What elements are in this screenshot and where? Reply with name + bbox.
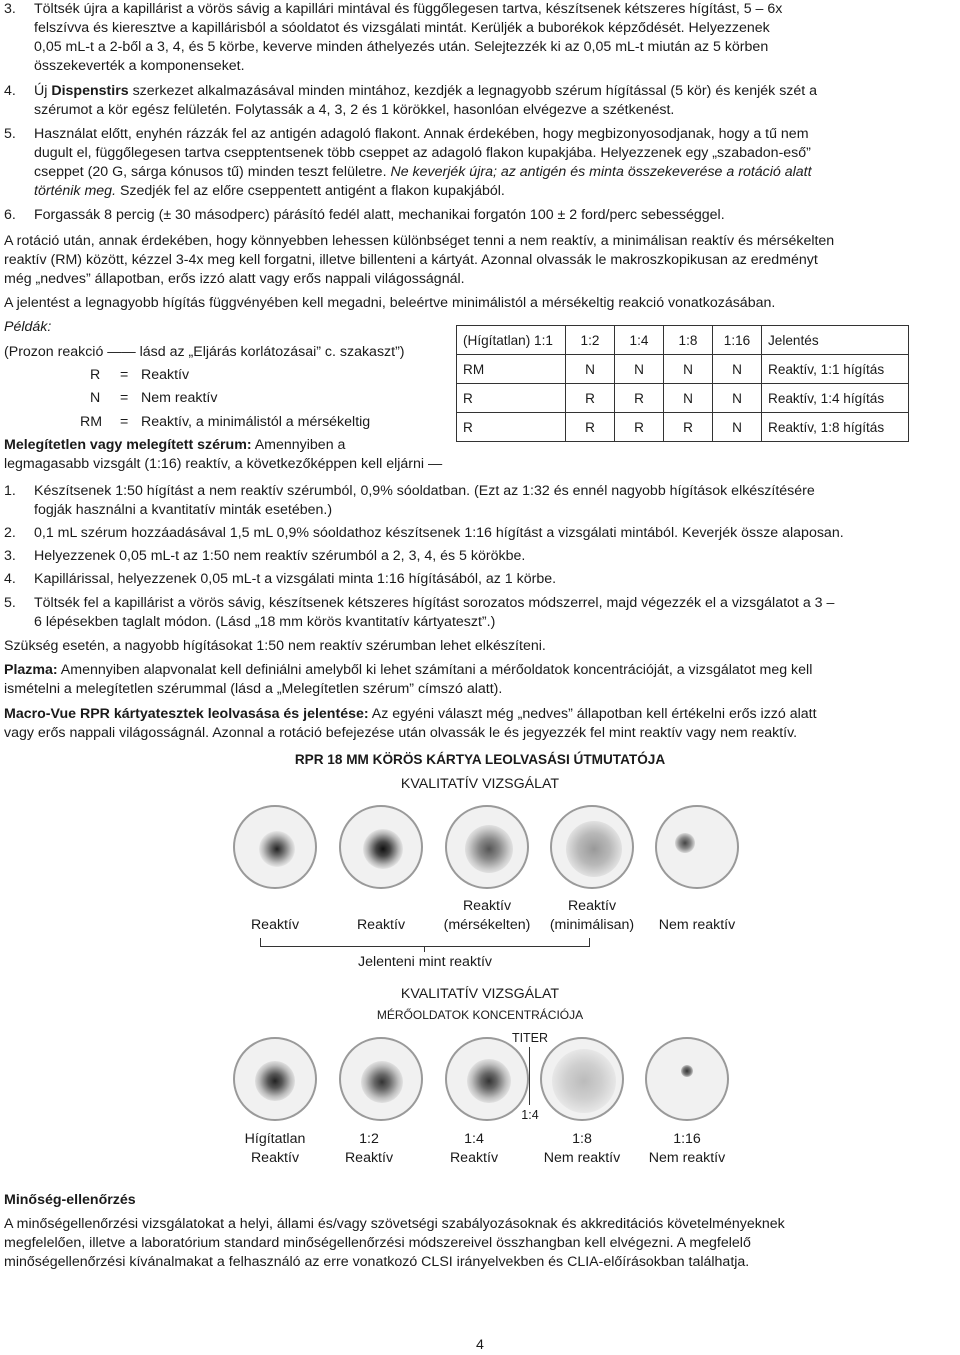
caption-line: Reaktív bbox=[344, 1150, 394, 1166]
table-cell: R bbox=[566, 384, 615, 413]
reaction-spot bbox=[467, 1059, 511, 1103]
text-line bbox=[4, 661, 954, 680]
caption-line: Reaktív bbox=[250, 917, 300, 933]
table-header: 1:16 bbox=[713, 326, 762, 355]
test-circle bbox=[550, 805, 634, 889]
prozon-note: (Prozon reakció —— lásd az „Eljárás korlátozásai” c. szakaszt”) bbox=[4, 344, 405, 360]
reaction-spot bbox=[566, 821, 622, 877]
page-number: 4 bbox=[476, 1337, 484, 1353]
legend-meaning: Reaktív, a minimálistól a mérsékeltig bbox=[141, 414, 371, 430]
caption-line: Reaktív bbox=[356, 917, 406, 933]
legend-code: N bbox=[90, 390, 101, 406]
test-circle bbox=[445, 1037, 529, 1121]
test-circle bbox=[445, 805, 529, 889]
caption-line bbox=[220, 897, 330, 916]
caption-line: (minimálisan) bbox=[549, 917, 635, 933]
step-number: 4. bbox=[4, 83, 16, 99]
legend-eq: = bbox=[120, 414, 129, 430]
table-cell: N bbox=[664, 355, 713, 384]
reaction-spot bbox=[259, 831, 295, 867]
titer-value: 1:4 bbox=[521, 1108, 539, 1122]
table-header-row bbox=[457, 326, 909, 355]
test-circle bbox=[339, 1037, 423, 1121]
reaction-spot bbox=[675, 833, 695, 853]
report-bracket bbox=[260, 938, 590, 947]
dilution-table bbox=[456, 325, 909, 442]
text-span: Amennyiben a bbox=[251, 437, 346, 453]
caption-line bbox=[642, 897, 752, 916]
table-header: Jelentés bbox=[762, 326, 909, 355]
reaction-spot bbox=[465, 825, 513, 873]
dispenstirs-line: Új Dispenstirs szerkezet alkalmazásával minden mintához, kezdjék a legnagyobb szérum hígítással (5 kör) és kenjék szét a bbox=[34, 83, 818, 99]
table-row bbox=[457, 384, 909, 413]
step-number: 5. bbox=[4, 126, 16, 142]
text-line bbox=[34, 82, 954, 101]
legend-meaning: Reaktív bbox=[141, 367, 190, 383]
caption-line: Nem reaktív bbox=[648, 1150, 726, 1166]
step-text bbox=[34, 482, 954, 520]
text-line: vagy erős nappali világosságnál. Azonnal a rotáció befejezése után olvassák le és jegyezzék fel mint reaktív vagy nem reaktív. bbox=[4, 725, 798, 741]
caption-line: Reaktív bbox=[462, 898, 512, 914]
plasma-heading: Plazma: bbox=[4, 662, 58, 678]
test-circle bbox=[645, 1037, 729, 1121]
legend-code: RM bbox=[80, 414, 103, 430]
table-cell: R bbox=[457, 413, 566, 442]
text-line: 0,05 mL-t a 2-ből a 3, 4, és 5 körbe, keverve minden áthelyezés után. Selejtezzék ki az 0,05 mL-t miután az 5 körben bbox=[34, 39, 769, 55]
table-cell: R bbox=[566, 413, 615, 442]
table-header: 1:4 bbox=[615, 326, 664, 355]
step-number: 3. bbox=[4, 1, 16, 17]
examples-label-text: Példák: bbox=[4, 319, 52, 335]
table-row bbox=[457, 355, 909, 384]
text-line: megfelelően, illetve a laboratórium standard minőségellenőrzési módszereivel összhangban kell elvégezni. A megfelelő bbox=[4, 1235, 751, 1251]
text-line: fogják használni a kvantitatív minták esetében.) bbox=[34, 502, 333, 518]
caption bbox=[314, 1130, 424, 1168]
qc-para bbox=[4, 1215, 954, 1272]
macro-vue-para bbox=[4, 705, 954, 743]
text-line: ismételni a melegítetlen szérummal (lásd a „Melegítetlen szérum” címszó alatt). bbox=[4, 681, 503, 697]
caption-line: Reaktív bbox=[250, 1150, 300, 1166]
text-line: A rotáció után, annak érdekében, hogy könnyebben lehessen különbséget tenni a nem reaktív, a minimálisan reaktív és mérsékelten bbox=[4, 233, 835, 249]
text-line: 6 lépésekben taglalt módon. (Lásd „18 mm körös kvantitatív kártyateszt”.) bbox=[34, 614, 496, 630]
step-text bbox=[34, 0, 954, 76]
legend-eq: = bbox=[120, 390, 129, 406]
caption-line: Reaktív bbox=[567, 898, 617, 914]
text-line: cseppet (20 G, sárga kónusos tű) minden teszt felületre. Ne keverjék újra; az antigén és minta összekeverése a rotáció alatt bbox=[34, 164, 812, 180]
caption-line: Hígítatlan bbox=[244, 1131, 306, 1147]
text-line: szérumot a kör egész felületén. Folytassák a 4, 3, 2 és 1 körökkel, hasonlóan elvégezve a szétkenést. bbox=[34, 102, 675, 118]
step-text: Forgassák 8 percig (± 30 másodperc) párásító fedél alatt, mechanikai forgatón 100 ± 2 ford/perc sebességgel. bbox=[34, 207, 725, 223]
reaction-spot bbox=[552, 1049, 616, 1113]
text-line: Készítsenek 1:50 hígítást a nem reaktív szérumból, 0,9% sóoldatban. (Ezt az 1:32 és ennél nagyobb hígítások elkészítésére bbox=[34, 483, 815, 499]
text-line: még „nedves” állapotban, erős izzó alatt vagy erős nappali világosságnál. bbox=[4, 271, 465, 287]
caption-line bbox=[326, 897, 436, 916]
caption bbox=[326, 897, 436, 935]
reaction-spot bbox=[681, 1065, 693, 1077]
table-cell: N bbox=[713, 384, 762, 413]
table-cell: Reaktív, 1:4 hígítás bbox=[762, 384, 909, 413]
unheated-serum-para bbox=[4, 436, 464, 474]
text-line: összekeverték a komponenseket. bbox=[34, 58, 245, 74]
reaction-spot bbox=[363, 829, 403, 869]
test-circle bbox=[540, 1037, 624, 1121]
text-line: reaktív (RM) között, kézzel 3-4x meg kell forgatni, illetve billenteni a kártyát. Azonnal olvassák le makroszkopikusan az eredményt bbox=[4, 252, 818, 268]
caption-line: 1:2 bbox=[359, 1131, 379, 1147]
reaction-spot bbox=[255, 1061, 295, 1101]
paragraph-report: A jelentést a legnagyobb hígítás függvényében kell megadni, beleértve minimálistól a mérsékeltig reakció vonatkozásában. bbox=[4, 295, 776, 311]
table-header: 1:2 bbox=[566, 326, 615, 355]
caption bbox=[427, 897, 547, 935]
text-line: A minőségellenőrzési vizsgálatokat a helyi, állami és/vagy szövetségi szabályozásoknak és akkreditációs követelményeknek bbox=[4, 1216, 785, 1232]
italic-note: történik meg. bbox=[34, 183, 120, 199]
titer-line bbox=[529, 1047, 530, 1105]
text-line: történik meg. Szedjék fel az előre cseppentett antigént a flakon kupakjából. bbox=[34, 183, 505, 199]
table-cell: Reaktív, 1:1 hígítás bbox=[762, 355, 909, 384]
text-line bbox=[4, 705, 954, 724]
titer-label: TITER bbox=[511, 1031, 549, 1045]
caption-line: 1:4 bbox=[464, 1131, 484, 1147]
table-cell: N bbox=[615, 355, 664, 384]
caption-line: 1:16 bbox=[673, 1131, 701, 1147]
table-cell: RM bbox=[457, 355, 566, 384]
unheated-heading: Melegítetlen vagy melegített szérum: bbox=[4, 437, 252, 453]
step-text bbox=[34, 82, 954, 120]
step-text: 0,1 mL szérum hozzáadásával 1,5 mL 0,9% sóoldathoz készítsenek 1:16 hígítást a vizsgálati mintából. Keverjék össze alaposan. bbox=[34, 525, 844, 541]
caption-line: 1:8 bbox=[572, 1131, 592, 1147]
table-cell: N bbox=[713, 355, 762, 384]
text-line: felszívva és kieresztve a kapillárisból a sóoldatot és vizsgálati mintát. Kerüljék a buborékok képződését. Helyezzenek bbox=[34, 20, 770, 36]
caption-line: Nem reaktív bbox=[658, 917, 736, 933]
caption bbox=[527, 1130, 637, 1168]
step-number: 1. bbox=[4, 483, 16, 499]
caption bbox=[220, 897, 330, 935]
examples-label bbox=[4, 318, 51, 337]
quantitative-title: KVALITATÍV VIZSGÁLAT bbox=[400, 986, 560, 1002]
step-number: 6. bbox=[4, 207, 16, 223]
table-cell: N bbox=[566, 355, 615, 384]
reaction-spot bbox=[361, 1061, 403, 1103]
text-line: Használat előtt, enyhén rázzák fel az antigén adagoló flakont. Annak érdekében, hogy megbizonyosodjanak, hogy a tű nem bbox=[34, 126, 809, 142]
legend-eq: = bbox=[120, 367, 129, 383]
test-circle bbox=[339, 805, 423, 889]
caption-line: Nem reaktív bbox=[543, 1150, 621, 1166]
caption bbox=[632, 1130, 742, 1168]
plasma-para bbox=[4, 661, 954, 699]
qualitative-title: KVALITATÍV VIZSGÁLAT bbox=[400, 776, 560, 792]
caption bbox=[642, 897, 752, 935]
legend-code: R bbox=[90, 367, 101, 383]
caption-line: (mérsékelten) bbox=[443, 917, 531, 933]
dispenstirs-keyword: Dispenstirs bbox=[51, 83, 129, 99]
table-header: 1:8 bbox=[664, 326, 713, 355]
paragraph-need: Szükség esetén, a nagyobb hígításokat 1:50 nem reaktív szérumban lehet elkészíteni. bbox=[4, 638, 546, 654]
table-cell: R bbox=[615, 384, 664, 413]
step-number: 4. bbox=[4, 571, 16, 587]
text-span: Amennyiben alapvonalat kell definiálni amelyből ki lehet számítani a mérőoldatok koncentrációját, a vizsgálatot meg kell bbox=[57, 662, 813, 678]
step-text: Kapillárissal, helyezzenek 0,05 mL-t a vizsgálati minta 1:16 hígításából, az 1 körbe. bbox=[34, 571, 557, 587]
table-cell: N bbox=[664, 384, 713, 413]
quantitative-subtitle: MÉRŐOLDATOK KONCENTRÁCIÓJA bbox=[376, 1008, 584, 1022]
table-cell: R bbox=[457, 384, 566, 413]
text-line: Töltsék újra a kapillárist a vörös sávig a kapillári mintával és függőlegesen tartva, készítsenek kétszeres hígítást, 5 – 6x bbox=[34, 1, 783, 17]
qc-heading: Minőség-ellenőrzés bbox=[4, 1192, 136, 1208]
table-header: (Hígítatlan) 1:1 bbox=[457, 326, 566, 355]
step-text bbox=[34, 125, 954, 201]
legend-meaning: Nem reaktív bbox=[141, 390, 218, 406]
step-number: 5. bbox=[4, 595, 16, 611]
text-line: dugult el, függőlegesen tartva csepptentsenek több cseppet az adagoló flakon kupakjába. Helyezzenek egy „szabadon-eső” bbox=[34, 145, 811, 161]
text-line: legmagasabb vizsgált (1:16) reaktív, a következőképpen kell eljárni — bbox=[4, 456, 443, 472]
report-bracket-tick bbox=[424, 946, 425, 952]
text-line: minőségellenőrzési kívánalmakat a felhasználó az erre vonatkozó CLSI irányelvekben és CLIA-előírásokban találhatja. bbox=[4, 1254, 750, 1270]
caption bbox=[419, 1130, 529, 1168]
table-row bbox=[457, 413, 909, 442]
caption bbox=[532, 897, 652, 935]
test-circle bbox=[655, 805, 739, 889]
paragraph-rotation bbox=[4, 232, 954, 289]
caption-line: Reaktív bbox=[449, 1150, 499, 1166]
table-cell: N bbox=[713, 413, 762, 442]
step-number: 2. bbox=[4, 525, 16, 541]
report-as-label: Jelenteni mint reaktív bbox=[357, 954, 493, 970]
table-cell: Reaktív, 1:8 hígítás bbox=[762, 413, 909, 442]
text-span: Az egyéni választ még „nedves” állapotban kell értékelni erős izzó alatt bbox=[368, 706, 817, 722]
figure-title: RPR 18 MM KÖRÖS KÁRTYA LEOLVASÁSI ÚTMUTATÓJA bbox=[294, 752, 666, 767]
test-circle bbox=[233, 1037, 317, 1121]
table-cell: R bbox=[615, 413, 664, 442]
test-circle bbox=[233, 805, 317, 889]
text-line bbox=[4, 436, 464, 455]
table-cell: R bbox=[664, 413, 713, 442]
italic-note: Ne keverjék újra; az antigén és minta összekeverése a rotáció alatt bbox=[390, 164, 812, 180]
step-text: Helyezzenek 0,05 mL-t az 1:50 nem reaktív szérumból a 2, 3, 4, és 5 körökbe. bbox=[34, 548, 526, 564]
macro-heading: Macro-Vue RPR kártyatesztek leolvasása és jelentése: bbox=[4, 706, 369, 722]
text-line: Töltsék fel a kapillárist a vörös sávig, készítsenek kétszeres hígítást sorozatos módszerrel, majd végezzék el a vizsgálatot a 3 – bbox=[34, 595, 835, 611]
step-number: 3. bbox=[4, 548, 16, 564]
step-text bbox=[34, 594, 954, 632]
